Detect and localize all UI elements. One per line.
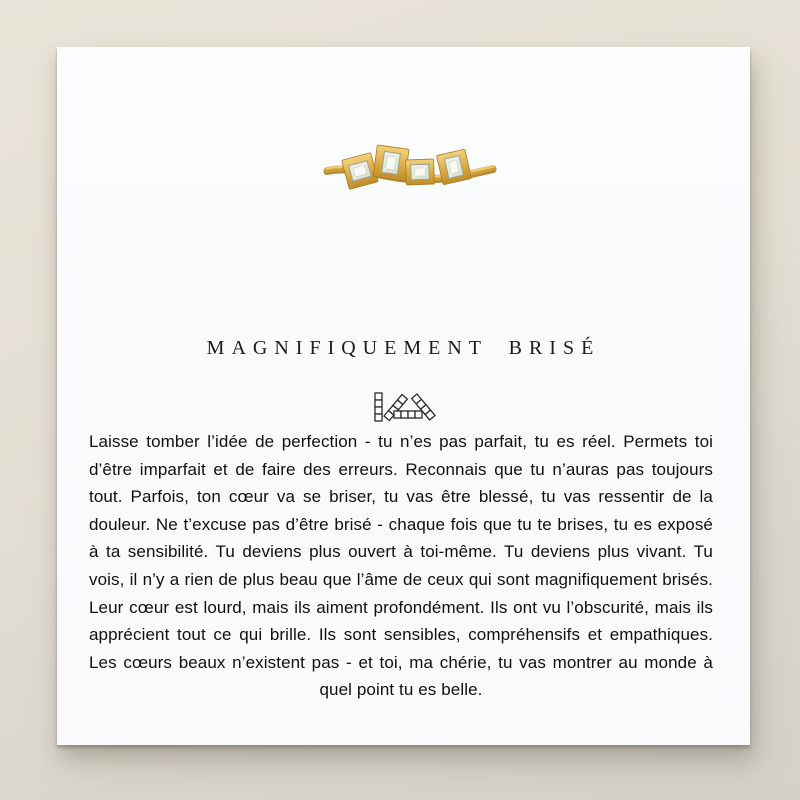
ring-stone-2 [373,145,409,181]
ring-stone-3 [406,159,435,185]
card-message: Laisse tomber l’idée de perfection - tu n’es pas parfait, tu es réel. Permets toi d’être imparfait et de faire des erreurs. Reconnais que tu n’auras pas toujours tout. Parfois, ton cœur va se briser, tu vas être blessé, tu vas ressentir de la douleur. Ne t’excuse pas d’être brisé - chaque fois que tu te brises, tu es exposé à ta sensibilité. Tu deviens plus ouvert à toi-même. Tu deviens plus vivant. Tu vois, il n’y a rien de plus beau que l’âme de ceux qui sont magnifiquement brisés. Leur cœur est lourd, mais ils aiment profondément. Ils ont vu l’obscurité, mais ils apprécient tout ce qui brille. Ils sont sensibles, compréhensifs et empathiques. Les cœurs beaux n’existent pas - et toi, ma chérie, tu vas montrer au monde à quel point tu es belle. [89,432,713,700]
baguette-strip-horizontal [394,411,422,418]
ring-stone-4 [436,149,471,185]
gold-baguette-ring-photo [310,130,510,210]
baguette-strip-vertical [375,393,382,421]
card-title: MAGNIFIQUEMENT BRISÉ [206,337,601,359]
ring-stone-1 [342,153,379,190]
message-card [57,47,750,745]
scattered-baguettes-icon [369,387,439,427]
icon-row [57,387,750,427]
